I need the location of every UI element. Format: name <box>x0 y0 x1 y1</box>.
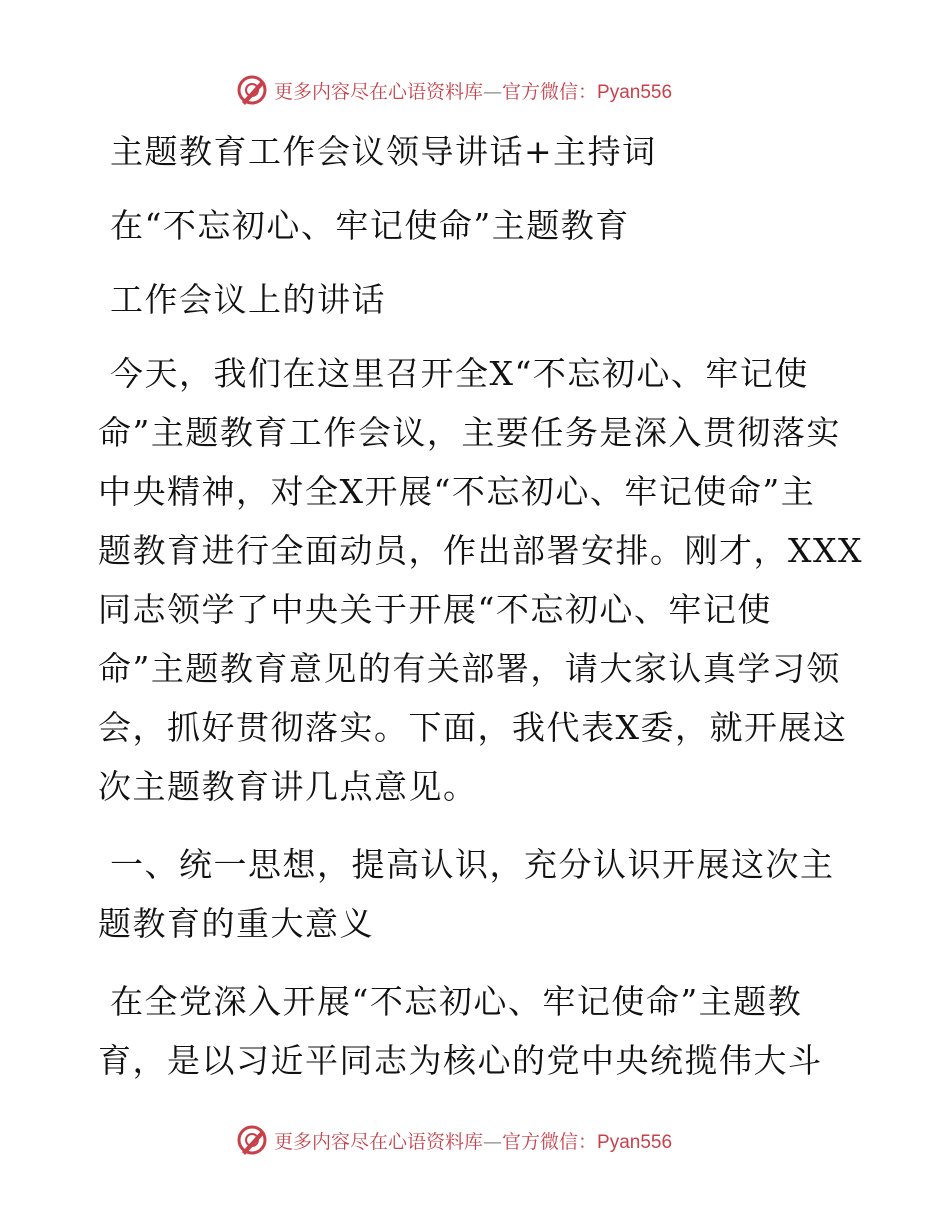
paragraph-line: 今天，我们在这里召开全X“不忘初心、牢记使 <box>110 354 809 393</box>
speech-title-line-2: 工作会议上的讲话 <box>110 280 386 319</box>
intro-paragraph <box>98 344 878 816</box>
paragraph-line: 育，是以习近平同志为核心的党中央统揽伟大斗 <box>98 1041 823 1080</box>
paragraph-line: 命”主题教育工作会议，主要任务是深入贯彻落实 <box>98 413 841 452</box>
paragraph-line: 同志领学了中央关于开展“不忘初心、牢记使 <box>98 590 772 629</box>
document-body <box>98 122 878 1090</box>
paragraph-line: 命”主题教育意见的有关部署，请大家认真学习领 <box>98 649 841 688</box>
speech-title-line-1: 在“不忘初心、牢记使命”主题教育 <box>110 206 630 245</box>
footer-watermark <box>236 1122 672 1158</box>
section-1-paragraph <box>98 972 878 1090</box>
paragraph-line: 会，抓好贯彻落实。下面，我代表X委，就开展这 <box>98 708 848 747</box>
pen-on-disc-logo-icon <box>236 74 268 106</box>
document-title: 主题教育工作会议领导讲话+主持词 <box>110 132 657 171</box>
heading-line: 题教育的重大意义 <box>98 904 374 943</box>
paragraph-line: 中央精神，对全X开展“不忘初心、牢记使命”主 <box>98 472 816 511</box>
paragraph-line: 在全党深入开展“不忘初心、牢记使命”主题教 <box>110 982 803 1021</box>
paragraph-line: 次主题教育讲几点意见。 <box>98 767 478 806</box>
pen-on-disc-logo-icon <box>236 1124 268 1156</box>
header-watermark <box>236 72 672 108</box>
watermark-text: 更多内容尽在心语资料库—官方微信：Pyan556 <box>274 1130 673 1153</box>
paragraph-line: 题教育进行全面动员，作出部署安排。刚才，XXX <box>98 531 863 570</box>
section-1-heading <box>98 835 878 953</box>
watermark-text: 更多内容尽在心语资料库—官方微信：Pyan556 <box>274 80 673 103</box>
heading-line: 一、统一思想，提高认识，充分认识开展这次主 <box>110 845 835 884</box>
